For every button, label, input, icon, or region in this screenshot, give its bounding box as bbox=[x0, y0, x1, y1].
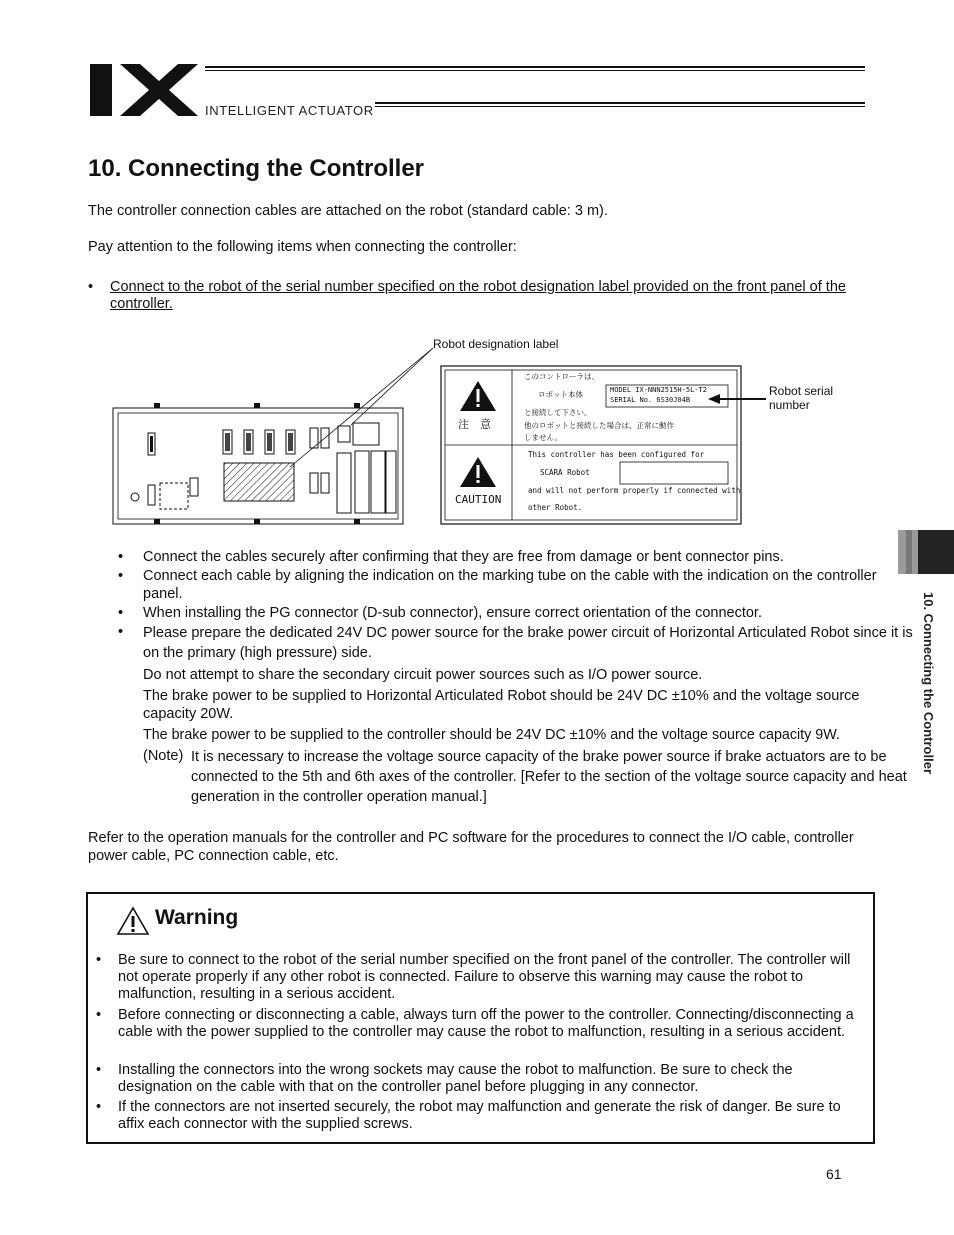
list-item-text: Connect the cables securely after confirming that they are free from damage or bent connector pins. bbox=[143, 549, 784, 565]
side-tab-label bbox=[920, 592, 936, 812]
label-en-caution: CAUTION bbox=[455, 493, 502, 506]
bullet-dot: • bbox=[96, 952, 102, 968]
bullet-dot: • bbox=[118, 568, 124, 584]
callout-designation-label: Robot designation label bbox=[433, 337, 559, 351]
side-tab-text: 10. Connecting the Controller bbox=[921, 592, 936, 775]
callout-serial-number: Robot serial number bbox=[769, 384, 834, 412]
label-en-line1: This controller has been configured for bbox=[528, 450, 705, 459]
label-model: MODEL IX-NNN2515H-5L-T2 bbox=[610, 386, 707, 394]
label-jp-line1: このコントローラは、 bbox=[524, 372, 599, 381]
warning-heading: Warning bbox=[155, 906, 239, 929]
intro-paragraph-2: Pay attention to the following items when connecting the controller: bbox=[88, 239, 517, 255]
bullet-dot: • bbox=[96, 1099, 102, 1115]
side-tab-stripe bbox=[906, 530, 912, 574]
main-bullet-text: Connect to the robot of the serial number specified on the robot designation label provided on the front panel of the controller. bbox=[110, 279, 846, 312]
intro-paragraph-1: The controller connection cables are attached on the robot (standard cable: 3 m). bbox=[88, 203, 608, 219]
warning-item-text: If the connectors are not inserted securely, the robot may malfunction and generate the risk of danger. Be sure to affix each connector with the supplied screws. bbox=[118, 1099, 841, 1132]
label-en-line4: other Robot. bbox=[528, 503, 583, 512]
label-jp-line3: と接続して下さい。 bbox=[524, 408, 592, 417]
label-en-line2: SCARA Robot bbox=[540, 468, 590, 477]
sub-paragraph-3: The brake power to be supplied to the controller should be 24V DC ±10% and the voltage source capacity 9W. bbox=[143, 727, 840, 743]
sub-paragraph-1: Do not attempt to share the secondary circuit power sources such as I/O power source. bbox=[143, 667, 703, 683]
controller-figure bbox=[108, 333, 848, 533]
label-jp-line2: ロボット本体 bbox=[538, 390, 583, 399]
label-serial: SERIAL No. 6S30J04B bbox=[610, 396, 691, 404]
header-rule bbox=[205, 66, 867, 108]
label-en-line3: and will not perform properly if connected with bbox=[528, 486, 741, 495]
side-tab-block bbox=[918, 530, 954, 574]
note-label: (Note) bbox=[143, 748, 184, 764]
brand-text: INTELLIGENT ACTUATOR bbox=[205, 103, 374, 118]
warning-item-text: Before connecting or disconnecting a cable, always turn off the power to the controller. Connecting/disconnecting a cable with the power supplied to the controller may cause the robot to malfunction, resulting in a serious accident. bbox=[118, 1007, 854, 1040]
bullet-dot: • bbox=[118, 605, 124, 621]
list-item-text: Connect each cable by aligning the indication on the marking tube on the cable with the indication on the controller panel. bbox=[143, 568, 877, 602]
ix-logo bbox=[90, 64, 202, 116]
label-jp-line5: しません。 bbox=[524, 433, 562, 442]
page-title: 10. Connecting the Controller bbox=[88, 155, 425, 182]
label-jp-line4: 他のロボットと接続した場合は、正常に動作 bbox=[524, 421, 674, 430]
warning-item-text: Installing the connectors into the wrong sockets may cause the robot to malfunction. Be sure to check the designation on the cable with that on the controller panel before plugging in any connector. bbox=[118, 1062, 793, 1095]
bullet-dot: • bbox=[96, 1007, 102, 1023]
refer-paragraph: Refer to the operation manuals for the controller and PC software for the procedures to connect the I/O cable, controller power cable, PC connection cable, etc. bbox=[88, 830, 854, 864]
bullet-dot: • bbox=[118, 624, 124, 640]
sub-paragraph-2: The brake power to be supplied to Horizontal Articulated Robot should be 24V DC ±10% and the voltage source capacity 20W. bbox=[143, 688, 860, 722]
warning-triangle-icon bbox=[116, 906, 150, 936]
label-jp-caution: 注 意 bbox=[458, 419, 491, 431]
bullet-dot: • bbox=[118, 549, 124, 565]
warning-item-text: Be sure to connect to the robot of the serial number specified on the front panel of the controller. The controller will not operate properly if any other robot is connected. Failure to observe this warning may cause the robot to malfunction, resulting in a serious accident. bbox=[118, 952, 851, 1002]
list-item-text: Please prepare the dedicated 24V DC power source for the brake power circuit of Horizontal Articulated Robot since it is on the primary (high pressure) side. bbox=[143, 625, 913, 661]
note-text: It is necessary to increase the voltage source capacity of the brake power source if brake actuators are to be connected to the 5th and 6th axes of the controller. [Refer to the section of the voltage source capacity and heat generation in the controller operation manual.] bbox=[191, 749, 907, 805]
page-number: 61 bbox=[826, 1166, 842, 1182]
bullet-dot: • bbox=[88, 279, 94, 295]
bullet-dot: • bbox=[96, 1062, 102, 1078]
list-item-text: When installing the PG connector (D-sub connector), ensure correct orientation of the connector. bbox=[143, 605, 762, 621]
